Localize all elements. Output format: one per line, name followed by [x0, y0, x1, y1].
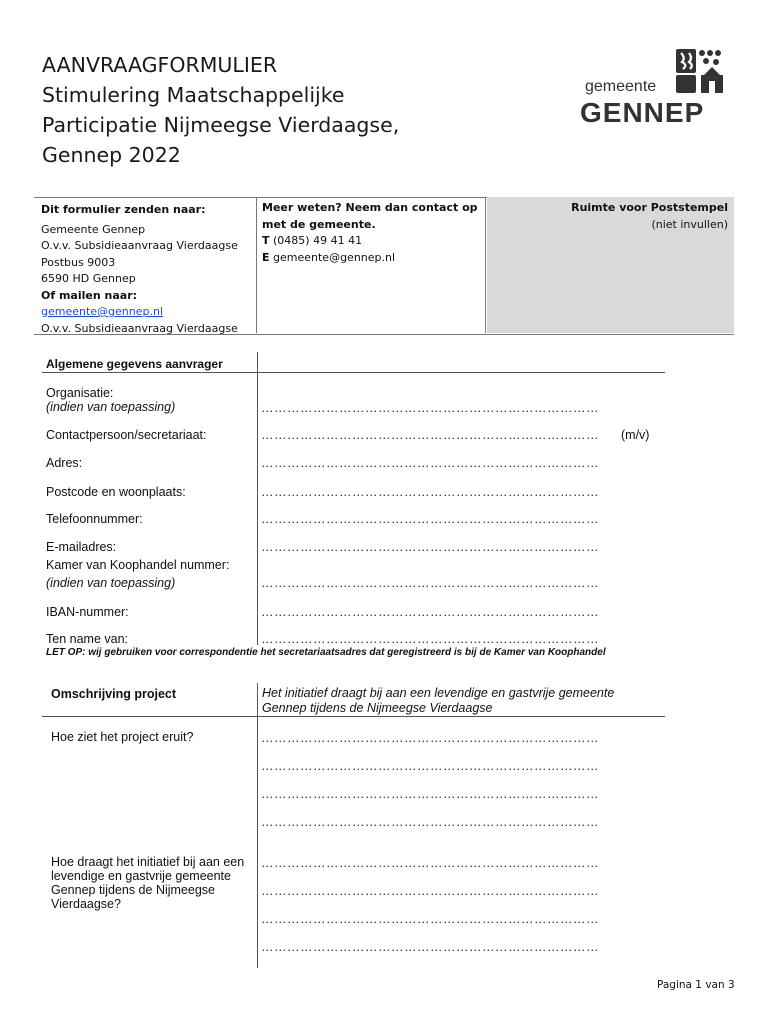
contact-email: E gemeente@gennep.nl [262, 250, 396, 264]
notice-text: LET OP: wij gebruiken voor correspondentie het secretariaatsadres dat geregistreerd is bij de Kamer van Koophandel [46, 647, 606, 658]
postcode-label: Postcode en woonplaats: [46, 485, 186, 499]
question-label: Hoe draagt het initiatief bij aan een levendige en gastvrije gemeente Gennep tijdens de Nijmeegse Vierdaagse? [51, 855, 245, 911]
stamp-note: (niet invullen) [651, 217, 728, 231]
answer-line[interactable]: …………………………………………………………………… [261, 815, 599, 829]
iban-field[interactable]: …………………………………………………………………… [261, 605, 599, 619]
section-divider [257, 683, 258, 968]
answer-line[interactable]: …………………………………………………………………… [261, 856, 599, 870]
gender-label: (m/v) [621, 428, 650, 442]
answer-line[interactable]: …………………………………………………………………… [261, 940, 599, 954]
answer-line[interactable]: …………………………………………………………………… [261, 731, 599, 745]
title-line: AANVRAAGFORMULIER [42, 53, 278, 77]
logo-text-gemeente: gemeente [585, 78, 657, 95]
title-line: Gennep 2022 [42, 143, 181, 167]
contact-heading: Meer weten? Neem dan contact op [262, 201, 478, 214]
iban-label: IBAN-nummer: [46, 605, 129, 619]
project-description: Het initiatief draagt bij aan een levendige en gastvrije gemeente Gennep tijdens de Nijmeegse Vierdaagse [262, 686, 615, 715]
email-field[interactable]: …………………………………………………………………… [261, 540, 599, 554]
address-label: Adres: [46, 456, 83, 470]
stamp-area [487, 197, 734, 333]
account-name-label: Ten name van: [46, 632, 128, 646]
answer-line[interactable]: …………………………………………………………………… [261, 884, 599, 898]
kvk-label: Kamer van Koophandel nummer: [46, 558, 230, 572]
send-to-line: 6590 HD Gennep [41, 272, 136, 285]
stamp-heading: Ruimte voor Poststempel [571, 201, 728, 214]
send-to-line: Postbus 9003 [41, 255, 116, 269]
address-field[interactable]: …………………………………………………………………… [261, 456, 599, 470]
form-title [42, 50, 562, 170]
postcode-field[interactable]: …………………………………………………………………… [261, 485, 599, 499]
answer-line[interactable]: …………………………………………………………………… [261, 787, 599, 801]
general-heading: Algemene gegevens aanvrager [46, 357, 223, 371]
send-to-column [34, 197, 257, 333]
answer-line[interactable]: …………………………………………………………………… [261, 912, 599, 926]
answer-line[interactable]: …………………………………………………………………… [261, 759, 599, 773]
email-label: E-mailadres: [46, 540, 117, 554]
mail-reference: O.v.v. Subsidieaanvraag Vierdaagse [41, 321, 238, 335]
send-to-heading: Dit formulier zenden naar: [41, 203, 206, 216]
organisation-label: Organisatie: [46, 386, 114, 400]
contact-person-label: Contactpersoon/secretariaat: [46, 428, 207, 442]
contact-heading: met de gemeente. [262, 217, 376, 231]
title-line: Stimulering Maatschappelijke [42, 83, 345, 107]
question-label: Hoe ziet het project eruit? [51, 730, 194, 744]
logo-text-gennep: GENNEP [580, 97, 705, 128]
section-divider [257, 352, 258, 645]
send-to-line: Gemeente Gennep [41, 222, 146, 236]
kvk-note: (indien van toepassing) [46, 576, 176, 590]
mail-heading: Of mailen naar: [41, 288, 138, 302]
gennep-coat-of-arms-icon [676, 49, 724, 100]
account-name-field[interactable]: …………………………………………………………………… [261, 632, 599, 646]
project-heading: Omschrijving project [51, 687, 177, 701]
kvk-field[interactable]: …………………………………………………………………… [261, 576, 599, 590]
organisation-field[interactable]: …………………………………………………………………… [261, 401, 599, 415]
contact-phone: T (0485) 49 41 41 [262, 234, 363, 247]
send-to-line: O.v.v. Subsidieaanvraag Vierdaagse [41, 239, 238, 252]
phone-field[interactable]: …………………………………………………………………… [261, 512, 599, 526]
contact-column [257, 197, 486, 333]
section-rule [42, 372, 665, 373]
email-link[interactable]: gemeente@gennep.nl [41, 305, 164, 318]
page-number: Pagina 1 van 3 [657, 979, 735, 991]
title-line: Participatie Nijmeegse Vierdaagse, [42, 113, 400, 137]
contact-person-field[interactable]: …………………………………………………………………… [261, 428, 599, 442]
organisation-note: (indien van toepassing) [46, 400, 176, 414]
phone-label: Telefoonnummer: [46, 512, 143, 526]
section-rule [42, 716, 665, 717]
